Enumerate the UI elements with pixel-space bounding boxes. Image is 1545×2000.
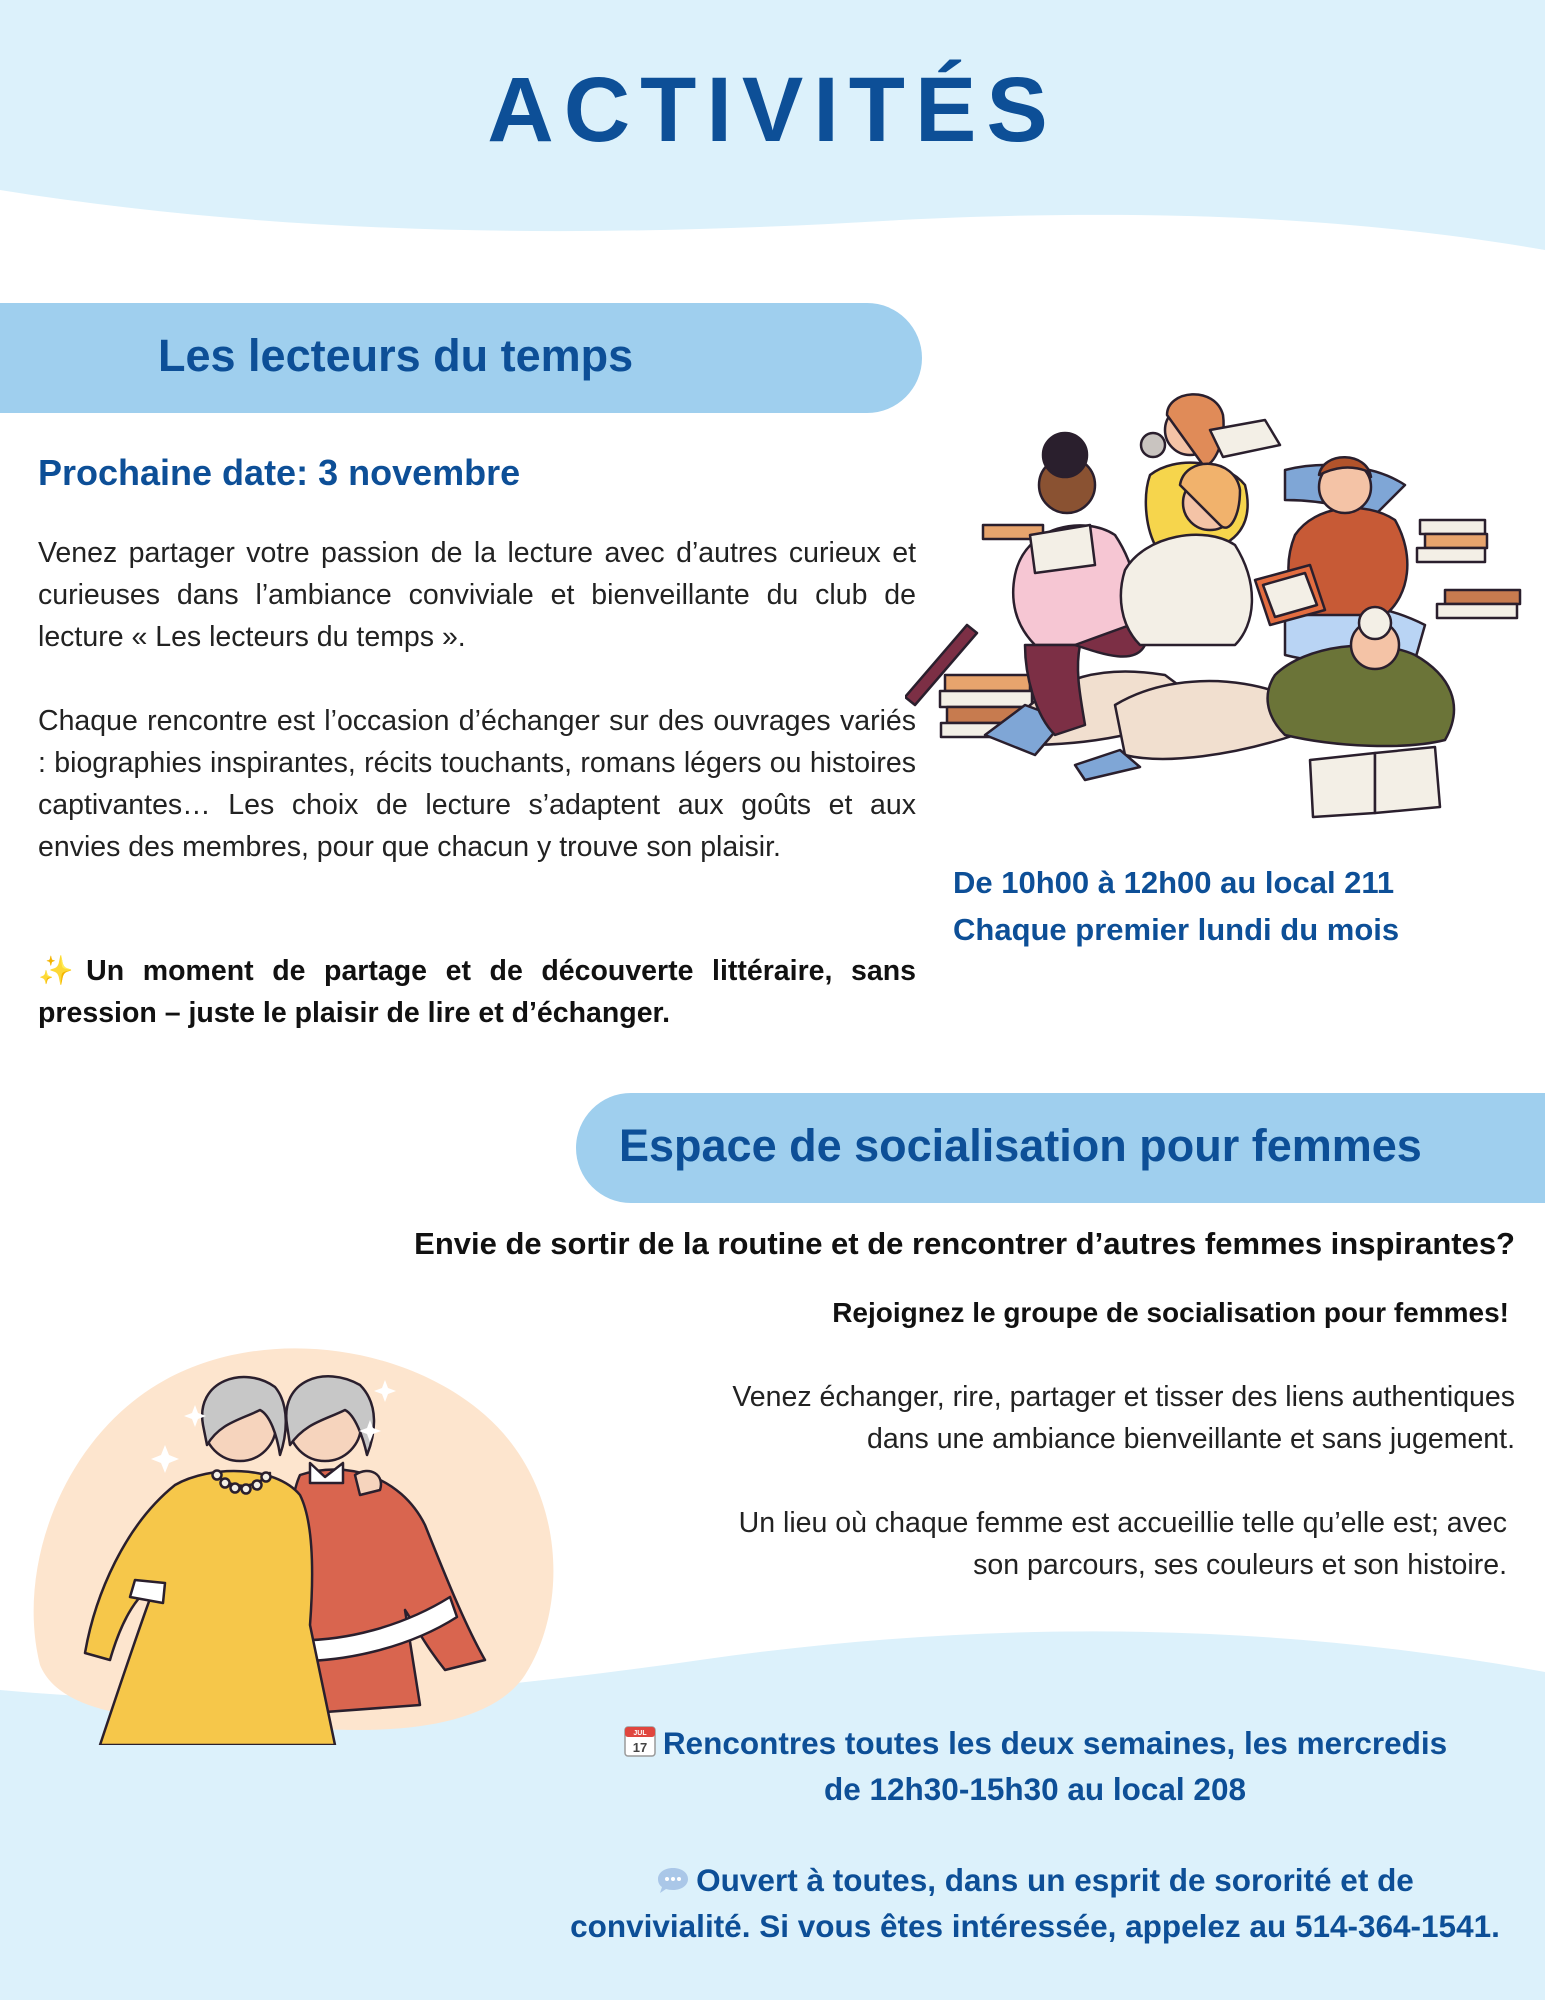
- readers-highlight: [38, 950, 916, 1034]
- women-paragraph-2: [739, 1502, 1507, 1586]
- readers-paragraph-1: Venez partager votre passion de la lecture avec d’autres curieux et curieuses dans l’ambiance conviviale et bienveillante du club de lecture « Les lecteurs du temps ».: [38, 537, 916, 653]
- women-paragraph-2-line-1: Un lieu où chaque femme est accueillie telle qu’elle est; avec: [738, 1507, 1507, 1539]
- section-heading-readers: Les lecteurs du temps: [158, 330, 634, 381]
- readers-schedule-time: De 10h00 à 12h00 au local 211: [953, 865, 1395, 900]
- readers-schedule-frequency: Chaque premier lundi du mois: [953, 912, 1400, 947]
- reader-white-shirt: [1121, 464, 1252, 645]
- calendar-icon-month: JUL: [633, 1730, 647, 1737]
- women-meeting-line-1: Rencontres toutes les deux semaines, les mercredis: [662, 1725, 1448, 1761]
- section-heading-banner-women: [576, 1093, 1545, 1203]
- readers-paragraph-2: Chaque rencontre est l’occasion d’échanger sur des ouvrages variés : biographies inspirantes, récits touchants, romans légers ou histoires captivantes… Les choix de lecture s’adaptent aux goûts et aux envies des membres, pour que chacun y trouve son plaisir.: [38, 705, 916, 863]
- women-open-line-2: convivialité. Si vous êtes intéressée, appelez au 514-364-1541.: [570, 1908, 1500, 1944]
- calendar-icon: [623, 1724, 657, 1758]
- women-meeting-schedule: [540, 1720, 1530, 1812]
- women-paragraph-2-line-2: son parcours, ses couleurs et son histoire.: [973, 1549, 1507, 1581]
- two-women-hugging-illustration: [25, 1325, 570, 1745]
- women-open-invitation: [540, 1857, 1530, 1949]
- readers-schedule: [953, 859, 1399, 953]
- page-title: ACTIVITÉS: [487, 59, 1058, 161]
- women-question: Envie de sortir de la routine et de rencontrer d’autres femmes inspirantes?: [414, 1226, 1515, 1261]
- women-paragraph-1-line-2: dans une ambiance bienveillante et sans jugement.: [866, 1423, 1515, 1455]
- sparkles-icon: ✨: [38, 955, 85, 987]
- women-open-line-1: Ouvert à toutes, dans un esprit de sororité et de: [696, 1862, 1414, 1898]
- women-paragraph-1: [732, 1376, 1515, 1460]
- readers-highlight-text: Un moment de partage et de découverte littéraire, sans pression – juste le plaisir de lire et d’échanger.: [38, 955, 916, 1029]
- women-paragraph-1-line-1: Venez échanger, rire, partager et tisser des liens authentiques: [732, 1381, 1515, 1413]
- section-heading-women: Espace de socialisation pour femmes: [619, 1120, 1422, 1171]
- women-join: Rejoignez le groupe de socialisation pour femmes!: [832, 1297, 1509, 1328]
- next-date: Prochaine date: 3 novembre: [38, 452, 521, 493]
- speech-bubble-icon: [656, 1865, 690, 1895]
- women-meeting-line-2: de 12h30-15h30 au local 208: [824, 1771, 1246, 1807]
- calendar-icon-day: 17: [632, 1740, 648, 1755]
- section-heading-banner-readers: [0, 303, 922, 413]
- group-reading-illustration: [905, 375, 1525, 820]
